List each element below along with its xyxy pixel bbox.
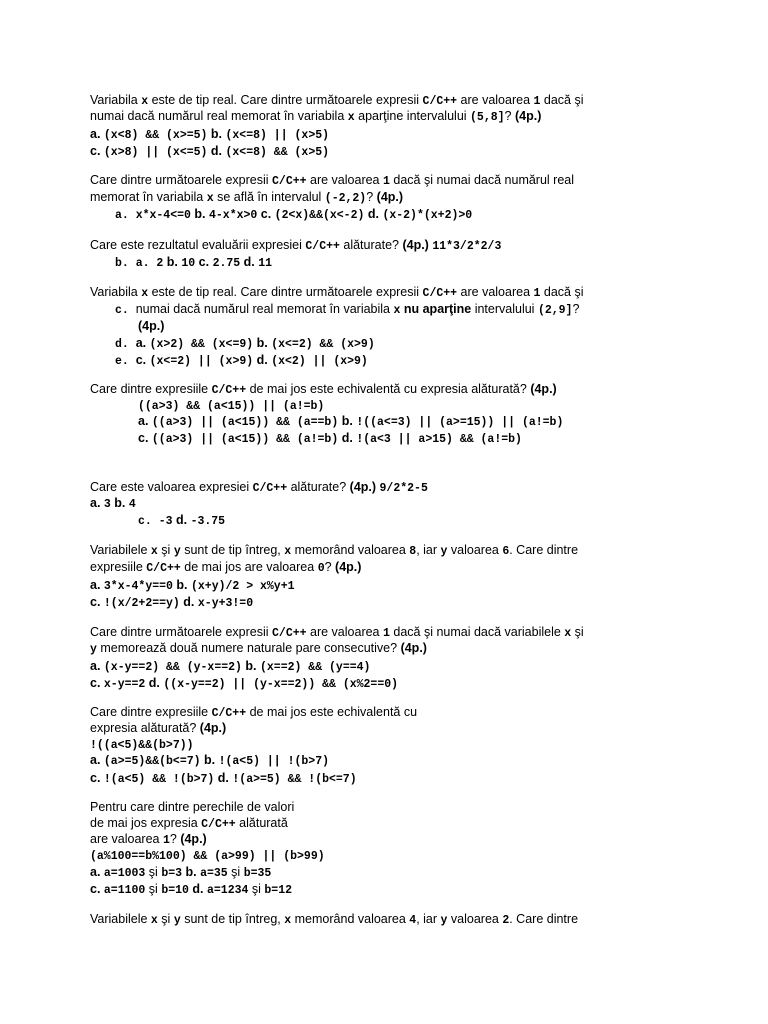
body-text: Care dintre următoarele expresii xyxy=(90,173,273,187)
code-text: ((a>3) || (a<15)) && (a!=b) xyxy=(151,433,339,446)
body-text: dacă şi xyxy=(540,285,584,299)
code-text: a=1100 xyxy=(103,884,146,897)
question-line xyxy=(90,237,501,255)
body-text: este de tip real. Care dintre următoarele expresii xyxy=(148,93,423,107)
body-text: numai dacă numărul real memorat în variabila xyxy=(90,109,348,123)
question-line xyxy=(115,206,472,224)
bold-text: (4p.) xyxy=(335,560,362,574)
bold-text: c. xyxy=(195,255,213,269)
bold-text: d. xyxy=(179,595,198,609)
question-line xyxy=(90,799,294,815)
body-text: este de tip real. Care dintre următoarele expresii xyxy=(148,285,423,299)
question-line xyxy=(90,911,578,929)
question-line xyxy=(90,143,329,161)
code-text: b=10 xyxy=(161,884,189,897)
code-text: (x+y)/2 > x%y+1 xyxy=(190,580,295,593)
code-text: d. xyxy=(115,338,136,351)
body-text: de mai jos expresia xyxy=(90,816,202,830)
body-text: are valoarea xyxy=(457,285,534,299)
bold-text: (4p.) xyxy=(180,832,207,846)
bold-text: b. xyxy=(200,753,219,767)
question-line xyxy=(115,335,375,353)
bold-text: a. xyxy=(90,659,104,673)
question-line xyxy=(90,577,295,595)
code-text: 11*3/2*2/3 xyxy=(432,240,502,253)
code-text: 0 xyxy=(317,562,325,575)
body-text: , iar xyxy=(416,912,441,926)
code-text: ((a>3) || (a<15)) && (a==b) xyxy=(151,416,339,429)
question-line xyxy=(90,658,370,676)
question-line xyxy=(90,770,357,788)
body-text: expresiile xyxy=(90,560,147,574)
code-text: y xyxy=(440,914,448,927)
code-text: (x<=8) && (x>5) xyxy=(225,146,330,159)
code-text: 1 xyxy=(533,287,541,300)
code-text: 4 xyxy=(409,914,417,927)
question-line xyxy=(138,512,225,530)
code-text: C/C++ xyxy=(422,287,458,300)
body-text: Care dintre expresiile xyxy=(90,705,212,719)
code-text: x xyxy=(150,545,158,558)
bold-text: b. xyxy=(190,207,209,221)
code-text: 1 xyxy=(382,175,390,188)
code-text: C/C++ xyxy=(146,562,181,575)
bold-text: d. xyxy=(214,771,233,785)
bold-text: c. xyxy=(90,144,104,158)
body-text: are valoarea xyxy=(306,625,383,639)
bold-text: b. xyxy=(338,414,357,428)
code-text: (x>8) || (x<=5) xyxy=(103,146,208,159)
bold-text: c. xyxy=(135,353,150,367)
body-text: de mai jos este echivalentă cu xyxy=(246,705,418,719)
code-text: (x==2) && (y==4) xyxy=(260,661,371,674)
code-text: ((x-y==2) || (y-x==2)) && (x%2==0) xyxy=(163,678,399,691)
question-line xyxy=(138,430,522,448)
body-text: Care dintre următoarele expresii xyxy=(90,625,273,639)
question-line xyxy=(138,413,563,431)
bold-text: a. xyxy=(90,753,104,767)
code-text: C/C++ xyxy=(211,384,247,397)
bold-text: (4p.) xyxy=(530,382,557,396)
code-text: x-y==2 xyxy=(103,678,146,691)
question-line xyxy=(90,479,428,497)
code-text: C/C++ xyxy=(422,95,458,108)
body-text: memorat în variabila xyxy=(90,190,207,204)
code-text: 1 xyxy=(533,95,541,108)
body-text: aparţine intervalului xyxy=(354,109,471,123)
code-text: (x>2) && (x<=9) xyxy=(149,338,254,351)
code-text: x xyxy=(284,545,292,558)
body-text: alăturate? xyxy=(287,480,350,494)
body-text: şi xyxy=(145,865,162,879)
body-text: Variabilele xyxy=(90,912,151,926)
body-text: şi xyxy=(145,882,162,896)
question-line xyxy=(90,720,226,736)
question-line xyxy=(115,352,368,370)
body-text: sunt de tip întreg, xyxy=(180,543,285,557)
body-text: are valoarea xyxy=(306,173,383,187)
question-line xyxy=(90,675,398,693)
bold-text: c. xyxy=(90,676,104,690)
code-text: (x-2)*(x+2)>0 xyxy=(382,209,473,222)
code-text: 2.75 xyxy=(212,257,241,270)
code-text: (2<x)&&(x<-2) xyxy=(274,209,365,222)
bold-text: (4p.) xyxy=(514,109,542,123)
bold-text: a. xyxy=(90,578,104,592)
body-text: ? xyxy=(169,832,181,846)
bold-text: (4p.) xyxy=(138,319,165,333)
code-text: e. xyxy=(115,355,136,368)
code-text: -3.75 xyxy=(190,515,226,528)
code-text: b=12 xyxy=(264,884,292,897)
code-text: (a%100==b%100) && (a>99) || (b>99) xyxy=(90,850,325,863)
body-text: Care dintre expresiile xyxy=(90,382,212,396)
bold-text: a. xyxy=(135,336,150,350)
body-text: Variabila xyxy=(90,285,142,299)
question-line xyxy=(90,881,292,899)
body-text: valoarea xyxy=(447,912,503,926)
body-text: numai dacă numărul real memorat în variabila xyxy=(135,302,394,316)
body-text: alăturată xyxy=(235,816,288,830)
bold-text: c. xyxy=(90,882,104,896)
code-text: C/C++ xyxy=(201,818,236,831)
code-text: !(a<3 || a>15) && (a!=b) xyxy=(356,433,522,446)
code-text: x xyxy=(141,95,149,108)
code-text: ((a>3) && (a<15)) || (a!=b) xyxy=(138,400,325,413)
code-text: (a>=5)&&(b<=7) xyxy=(103,755,201,768)
body-text: ? xyxy=(504,109,515,123)
code-text: x xyxy=(564,627,572,640)
body-text: ? xyxy=(572,302,580,316)
body-text: intervalului xyxy=(471,302,538,316)
question-line xyxy=(115,254,272,272)
body-text: Pentru care dintre perechile de valori xyxy=(90,800,295,814)
bold-text: c. xyxy=(90,595,104,609)
bold-text: d. xyxy=(172,513,191,527)
code-text: (x<=2) && (x>9) xyxy=(271,338,375,351)
code-text: x xyxy=(393,304,401,317)
code-text: (2,9] xyxy=(537,304,573,317)
code-text: !((a<5)&&(b>7)) xyxy=(90,739,194,752)
code-text: (x<=2) || (x>9) xyxy=(149,355,254,368)
bold-text: (4p.) xyxy=(349,480,377,494)
body-text: Care este rezultatul evaluării expresiei xyxy=(90,238,306,252)
bold-text: b. xyxy=(241,659,260,673)
bold-text: d. xyxy=(240,255,259,269)
question-line xyxy=(90,640,427,658)
question-line xyxy=(90,847,325,865)
body-text: , iar xyxy=(416,543,441,557)
body-text: se află în intervalul xyxy=(213,190,325,204)
bold-text: a. xyxy=(90,496,104,510)
code-text: 1 xyxy=(382,627,390,640)
code-text: y xyxy=(90,643,97,656)
code-text: x xyxy=(284,914,292,927)
body-text: dacă şi numai dacă variabilele xyxy=(389,625,565,639)
question-line xyxy=(115,301,579,319)
code-text: C/C++ xyxy=(252,482,288,495)
body-text: Variabila xyxy=(90,93,142,107)
code-text: a=1003 xyxy=(103,867,146,880)
code-text: a=1234 xyxy=(206,884,249,897)
question-line xyxy=(90,495,136,513)
bold-text: b. xyxy=(163,255,182,269)
code-text: (x<2) || (x>9) xyxy=(271,355,368,368)
code-text: 9/2*2-5 xyxy=(379,482,428,495)
body-text: şi xyxy=(227,865,244,879)
code-text: c. -3 xyxy=(138,515,173,528)
body-text: dacă şi xyxy=(540,93,584,107)
body-text: . Care dintre xyxy=(509,912,579,926)
code-text: (x-y==2) && (y-x==2) xyxy=(103,661,242,674)
code-text: c. xyxy=(115,304,136,317)
body-text: Variabilele xyxy=(90,543,151,557)
bold-text: c. xyxy=(257,207,275,221)
code-text: 8 xyxy=(409,545,417,558)
code-text: (-2,2) xyxy=(324,192,367,205)
bold-text: d. xyxy=(145,676,164,690)
body-text: şi xyxy=(248,882,265,896)
body-text: memorând valoarea xyxy=(291,543,410,557)
bold-text: d. xyxy=(188,882,207,896)
question-line xyxy=(90,559,361,577)
body-text: şi xyxy=(157,543,174,557)
bold-text: d. xyxy=(364,207,383,221)
bold-text: b. xyxy=(110,496,129,510)
question-line xyxy=(138,318,164,334)
code-text: y xyxy=(173,545,181,558)
bold-text: c. xyxy=(90,771,104,785)
code-text: x xyxy=(206,192,214,205)
code-text: !(a<5) && !(b>7) xyxy=(103,773,215,786)
bold-text: (4p.) xyxy=(400,641,427,655)
code-text: C/C++ xyxy=(272,627,307,640)
code-text: 6 xyxy=(502,545,510,558)
bold-text: (4p.) xyxy=(376,190,404,204)
body-text: şi xyxy=(157,912,174,926)
code-text: x xyxy=(347,111,355,124)
body-text: de mai jos este echivalentă cu expresia alăturată? xyxy=(246,382,531,396)
body-text: are valoarea xyxy=(457,93,534,107)
code-text: C/C++ xyxy=(272,175,307,188)
bold-text: nu aparţine xyxy=(400,302,472,316)
code-text: 10 xyxy=(181,257,196,270)
question-line xyxy=(90,172,574,190)
bold-text: d. xyxy=(207,144,226,158)
code-text: a. x*x-4<=0 xyxy=(115,209,191,222)
code-text: x xyxy=(141,287,149,300)
question-line xyxy=(90,189,403,207)
bold-text: b. xyxy=(207,127,226,141)
question-line xyxy=(90,594,253,612)
code-text: b=35 xyxy=(243,867,272,880)
bold-text: (4p.) xyxy=(402,238,429,252)
code-text: (x<8) && (x>=5) xyxy=(103,129,208,142)
question-line xyxy=(90,126,329,144)
body-text: dacă şi numai dacă numărul real xyxy=(389,173,575,187)
bold-text: b. xyxy=(182,865,201,879)
code-text: !(a<5) || !(b>7) xyxy=(218,755,330,768)
code-text: b. a. 2 xyxy=(115,257,164,270)
body-text: şi xyxy=(571,625,584,639)
bold-text: d. xyxy=(253,353,272,367)
code-text: 4-x*x>0 xyxy=(208,209,258,222)
code-text: b=3 xyxy=(161,867,183,880)
body-text: ? xyxy=(324,560,336,574)
question-line xyxy=(90,752,329,770)
code-text: (5,8] xyxy=(470,111,505,124)
body-text: memorând valoarea xyxy=(291,912,410,926)
bold-text: a. xyxy=(90,127,104,141)
bold-text: a. xyxy=(138,414,152,428)
code-text: !(x/2+2==y) xyxy=(103,597,180,610)
code-text: x xyxy=(150,914,158,927)
code-text: C/C++ xyxy=(305,240,340,253)
question-line xyxy=(90,542,578,560)
code-text: 3 xyxy=(103,498,111,511)
code-text: y xyxy=(173,914,181,927)
code-text: (x<=8) || (x>5) xyxy=(225,129,330,142)
body-text: valoarea xyxy=(447,543,503,557)
body-text: alăturate? xyxy=(339,238,403,252)
body-text: memorează două numere naturale pare consecutive? xyxy=(96,641,401,655)
bold-text: b. xyxy=(253,336,272,350)
code-text: 1 xyxy=(162,834,170,847)
body-text: are valoarea xyxy=(90,832,163,846)
question-line xyxy=(90,284,584,302)
question-line xyxy=(90,864,271,882)
code-text: 11 xyxy=(258,257,273,270)
bold-text: c. xyxy=(138,431,152,445)
code-text: C/C++ xyxy=(211,707,247,720)
bold-text: (4p.) xyxy=(199,721,227,735)
body-text: sunt de tip întreg, xyxy=(180,912,285,926)
bold-text: d. xyxy=(338,431,357,445)
code-text: 3*x-4*y==0 xyxy=(103,580,173,593)
code-text: 4 xyxy=(128,498,136,511)
question-line xyxy=(90,108,541,126)
code-text: x-y+3!=0 xyxy=(197,597,254,610)
code-text: 2 xyxy=(502,914,510,927)
code-text: !((a<=3) || (a>=15)) || (a!=b) xyxy=(356,416,564,429)
bold-text: a. xyxy=(90,865,104,879)
body-text: de mai jos are valoarea xyxy=(180,560,318,574)
code-text: !(a>=5) && !(b<=7) xyxy=(232,773,357,786)
code-text: a=35 xyxy=(200,867,228,880)
body-text: . Care dintre xyxy=(509,543,579,557)
body-text: expresia alăturată? xyxy=(90,721,200,735)
body-text: ? xyxy=(366,190,377,204)
body-text: Care este valoarea expresiei xyxy=(90,480,253,494)
bold-text: b. xyxy=(172,578,191,592)
code-text: y xyxy=(440,545,448,558)
